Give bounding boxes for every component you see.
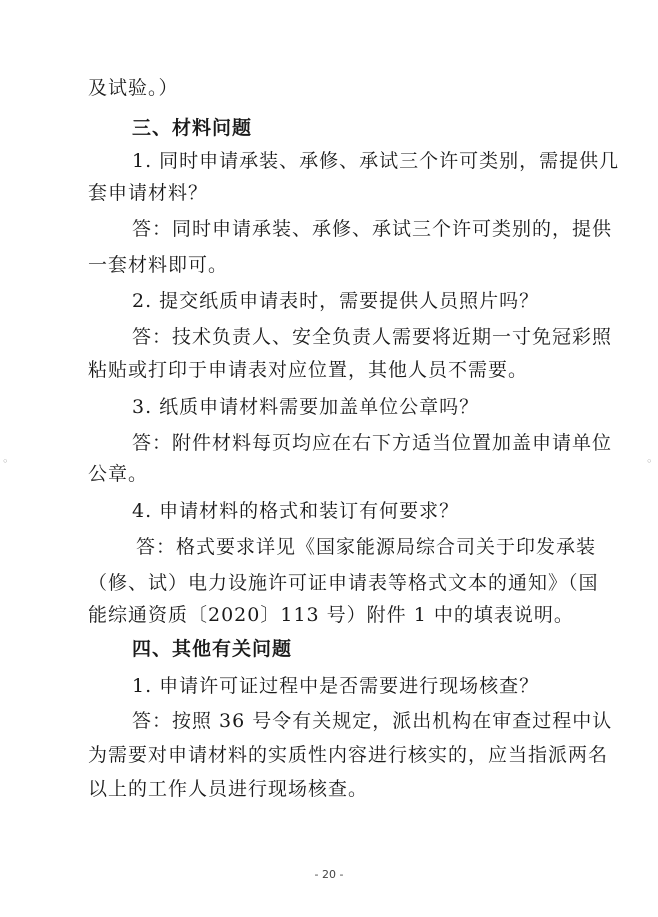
answer-5-line-3: 以上的工作人员进行现场核查。 xyxy=(88,778,369,800)
answer-3-line-2: 公章。 xyxy=(88,463,149,485)
answer-4-line-1: 答：格式要求详见《国家能源局综合司关于印发承装 xyxy=(136,536,597,558)
answer-1-line-2: 一套材料即可。 xyxy=(88,254,229,276)
question-4: 4. 申请材料的格式和装订有何要求？ xyxy=(132,500,460,522)
answer-5-line-2: 为需要对申请材料的实质性内容进行核实的，应当指派两名 xyxy=(88,744,609,766)
question-3: 3. 纸质申请材料需要加盖单位公章吗？ xyxy=(132,396,480,418)
page-number: - 20 - xyxy=(314,868,344,881)
left-binding-mark: ◦ xyxy=(2,455,9,468)
answer-3-line-1: 答：附件材料每页均应在右下方适当位置加盖申请单位 xyxy=(132,432,613,454)
question-1-line-1: 1. 同时申请承装、承修、承试三个许可类别，需提供几 xyxy=(132,150,620,172)
right-binding-mark: ◦ xyxy=(646,455,653,468)
paragraph-continuation: 及试验。） xyxy=(88,77,179,99)
question-1-line-2: 套申请材料？ xyxy=(88,182,209,204)
answer-5-line-1: 答：按照 36 号令有关规定，派出机构在审查过程中认 xyxy=(132,710,613,732)
question-2: 2. 提交纸质申请表时，需要提供人员照片吗？ xyxy=(132,290,540,312)
answer-4-line-2: （修、试）电力设施许可证申请表等格式文本的通知》（国 xyxy=(88,572,599,594)
answer-2-line-2: 粘贴或打印于申请表对应位置，其他人员不需要。 xyxy=(88,359,529,381)
answer-1-line-1: 答：同时申请承装、承修、承试三个许可类别的，提供 xyxy=(132,218,613,240)
answer-2-line-1: 答：技术负责人、安全负责人需要将近期一寸免冠彩照 xyxy=(132,326,613,348)
section-heading-other: 四、其他有关问题 xyxy=(132,638,293,660)
section-heading-materials: 三、材料问题 xyxy=(132,117,253,139)
question-5: 1. 申请许可证过程中是否需要进行现场核查？ xyxy=(132,675,540,697)
answer-4-line-3: 能综通资质〔2020〕113 号）附件 1 中的填表说明。 xyxy=(88,604,574,626)
